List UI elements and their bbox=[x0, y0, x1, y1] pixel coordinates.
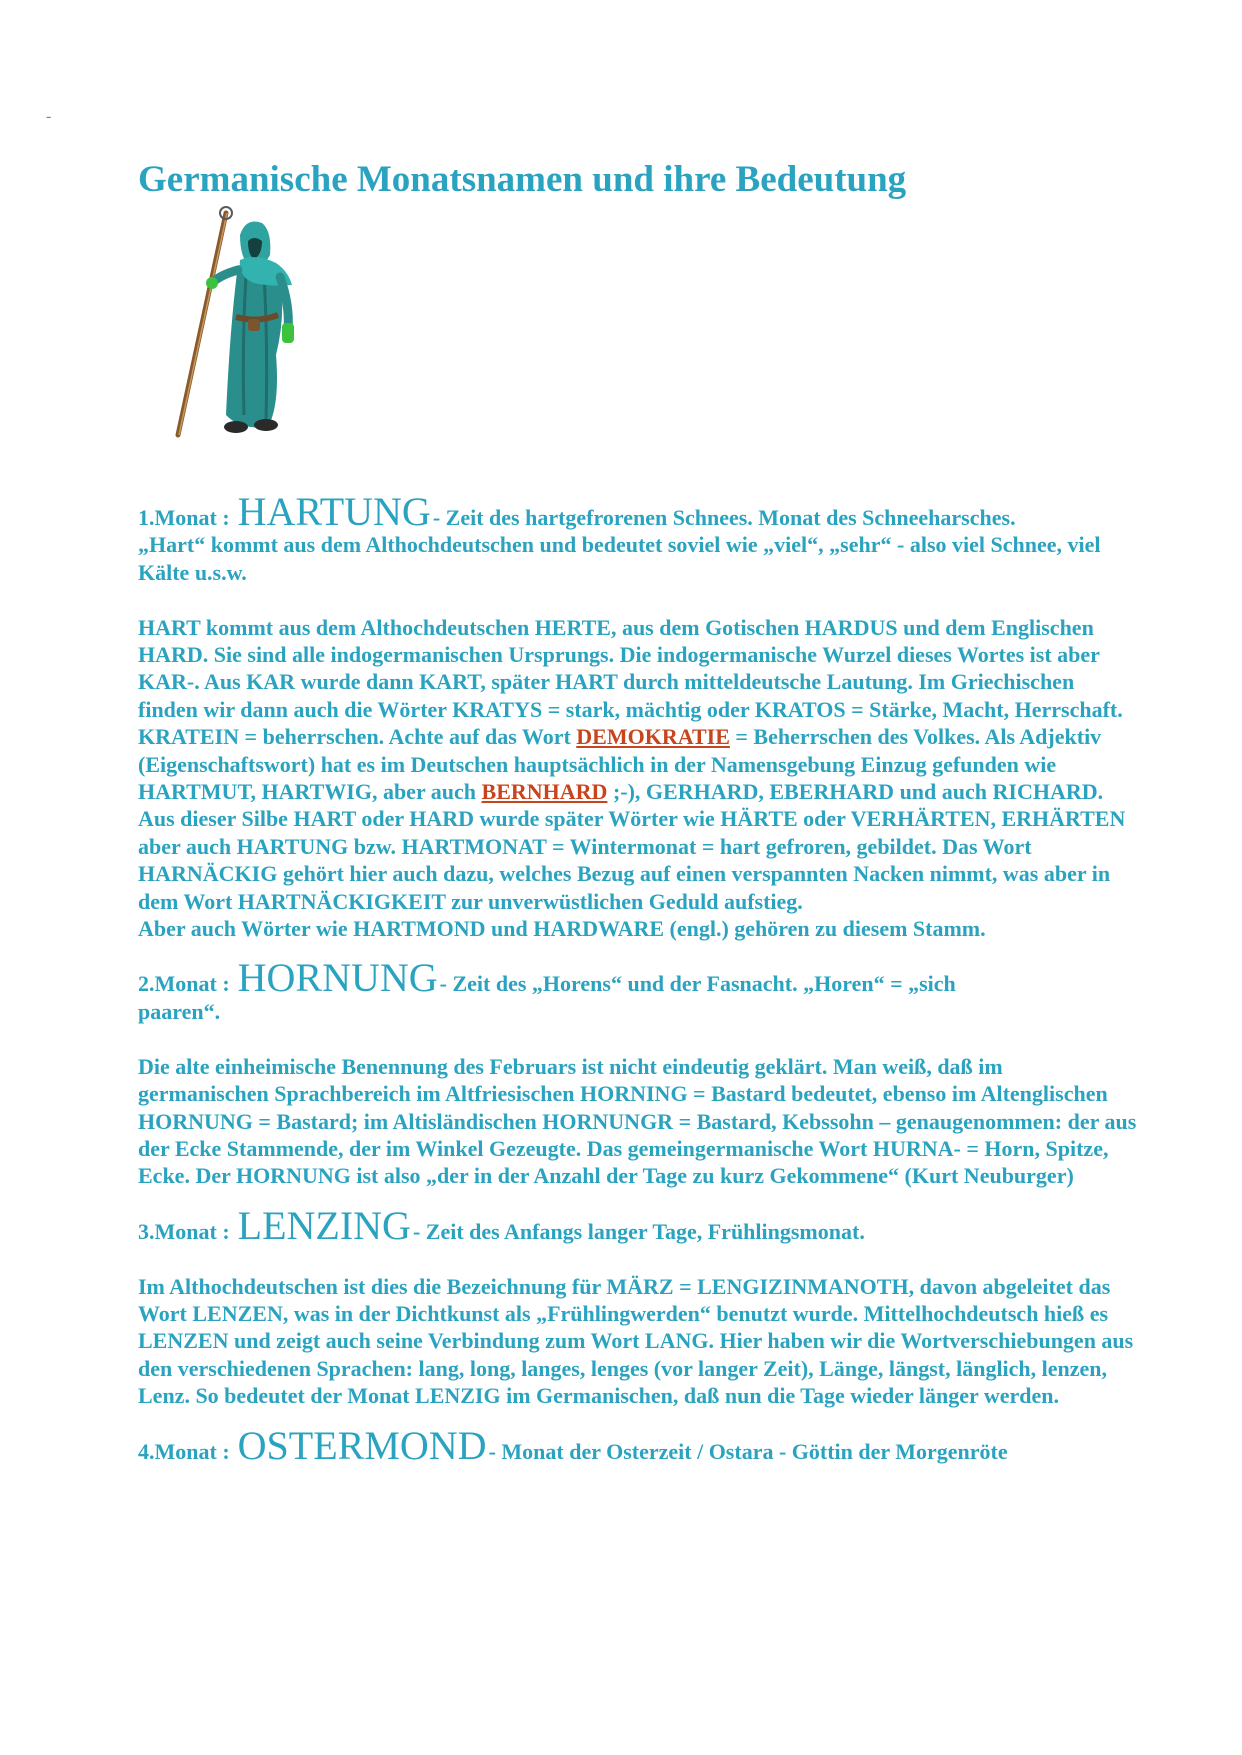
month-name: LENZING bbox=[237, 1202, 411, 1248]
month-desc: - Monat der Osterzeit / Ostara - Göttin der Morgenröte bbox=[488, 1438, 1008, 1464]
month-section-2 bbox=[138, 955, 1138, 1189]
month-desc: - Zeit des „Horens“ und der Fasnacht. „Horen“ = „sich bbox=[439, 971, 956, 997]
month-label: 3.Monat : bbox=[138, 1218, 230, 1244]
month-label: 4.Monat : bbox=[138, 1438, 230, 1464]
page-dash: - bbox=[46, 108, 52, 125]
document-body bbox=[138, 489, 1138, 1468]
paragraph-text: ;-), GERHARD, EBERHARD und auch RICHARD. Aus dieser Silbe HART oder HARD wurde später Wörter wie HÄRTE oder VERHÄRTEN, ERHÄRTEN aber auch HARTUNG bzw. HARTMONAT = Wintermonat = hart gefroren, gebildet. Das Wort HARNÄCKIG gehört hier auch dazu, welches Bezug auf einen verspannten Nacken nimmt, was aber in dem Wort HARTNÄCKIGKEIT zur unverwüstlichen Geduld aufstieg. bbox=[138, 779, 1126, 914]
month-paragraph bbox=[138, 614, 1138, 915]
month-paragraph: Aber auch Wörter wie HARTMOND und HARDWARE (engl.) gehören zu diesem Stamm. bbox=[138, 916, 986, 942]
month-name: HORNUNG bbox=[237, 955, 438, 1001]
month-section-3 bbox=[138, 1202, 1138, 1410]
month-name: HARTUNG bbox=[237, 489, 431, 534]
month-label: 2.Monat : bbox=[138, 971, 230, 997]
link-bernhard[interactable]: BERNHARD bbox=[481, 779, 608, 805]
month-heading-4 bbox=[138, 1422, 1138, 1468]
month-desc-continued: paaren“. bbox=[138, 998, 221, 1024]
month-desc: - Zeit des hartgefrorenen Schnees. Monat des Schneeharsches. bbox=[432, 505, 1016, 530]
wanderer-figure-icon bbox=[168, 205, 328, 445]
page-title: Germanische Monatsnamen und ihre Bedeutung bbox=[138, 159, 907, 200]
paragraph-text: = Beherrschen des Volkes. Als Adjektiv (Eigenschaftswort) hat es im Deutschen hauptsächlich in der Namensgebung Einzug gefunden wie HARTMUT, HARTWIG, aber auch bbox=[138, 724, 1102, 805]
month-paragraph: Die alte einheimische Benennung des Februars ist nicht eindeutig geklärt. Man weiß, daß im germanischen Sprachbereich im Altfriesischen HORNING = Bastard bedeutet, ebenso im Altenglischen HORNUNG = Bastard; im Altisländischen HORNUNGR = Bastard, Kebssohn – genaugenommen: der aus der Ecke Stammende, der im Winkel Gezeugte. Das gemeingermanische Wort HURNA- = Horn, Spitze, Ecke. Der HORNUNG ist also „der in der Anzahl der Tage zu kurz Gekommene“ (Kurt Neuburger) bbox=[138, 1053, 1137, 1189]
month-desc-continued: „Hart“ kommt aus dem Althochdeutschen und bedeutet soviel wie „viel“, „sehr“ - also viel Schnee, viel Kälte u.s.w. bbox=[138, 532, 1101, 585]
paragraph-text: HART kommt aus dem Althochdeutschen HERTE, aus dem Gotischen HARDUS und dem Englischen HARD. Sie sind alle indogermanischen Ursprungs. Die indogermanische Wurzel dieses Wortes ist aber KAR-. Aus KAR wurde dann KART, später HART durch mitteldeutsche Lautung. Im Griechischen finden wir dann auch die Wörter KRATYS = stark, mächtig oder KRATOS = Stärke, Macht, Herrschaft. KRATEIN = beherrschen. Achte auf das Wort bbox=[138, 614, 1123, 750]
month-section-1 bbox=[138, 489, 1138, 942]
month-desc: - Zeit des Anfangs langer Tage, Frühlingsmonat. bbox=[412, 1218, 865, 1244]
month-label: 1.Monat : bbox=[138, 505, 230, 530]
month-name: OSTERMOND bbox=[237, 1422, 487, 1468]
link-demokratie[interactable]: DEMOKRATIE bbox=[576, 724, 730, 750]
month-heading-2 bbox=[138, 955, 1138, 1001]
month-paragraph: Im Althochdeutschen ist dies die Bezeichnung für MÄRZ = LENGIZINMANOTH, davon abgeleitet das Wort LENZEN, was in der Dichtkunst als „Frühlingwerden“ benutzt wurde. Mittelhochdeutsch hieß es LENZEN und zeigt auch seine Verbindung zum Wort LANG. Hier haben wir die Wortverschiebungen aus den verschiedenen Sprachen: lang, long, langes, lenges (vor langer Zeit), Länge, längst, länglich, lenzen, Lenz. So bedeutet der Monat LENZIG im Germanischen, daß nun die Tage wieder länger werden. bbox=[138, 1273, 1134, 1409]
month-section-4 bbox=[138, 1422, 1138, 1468]
month-heading-3 bbox=[138, 1202, 1138, 1248]
month-heading-1 bbox=[138, 489, 1138, 534]
